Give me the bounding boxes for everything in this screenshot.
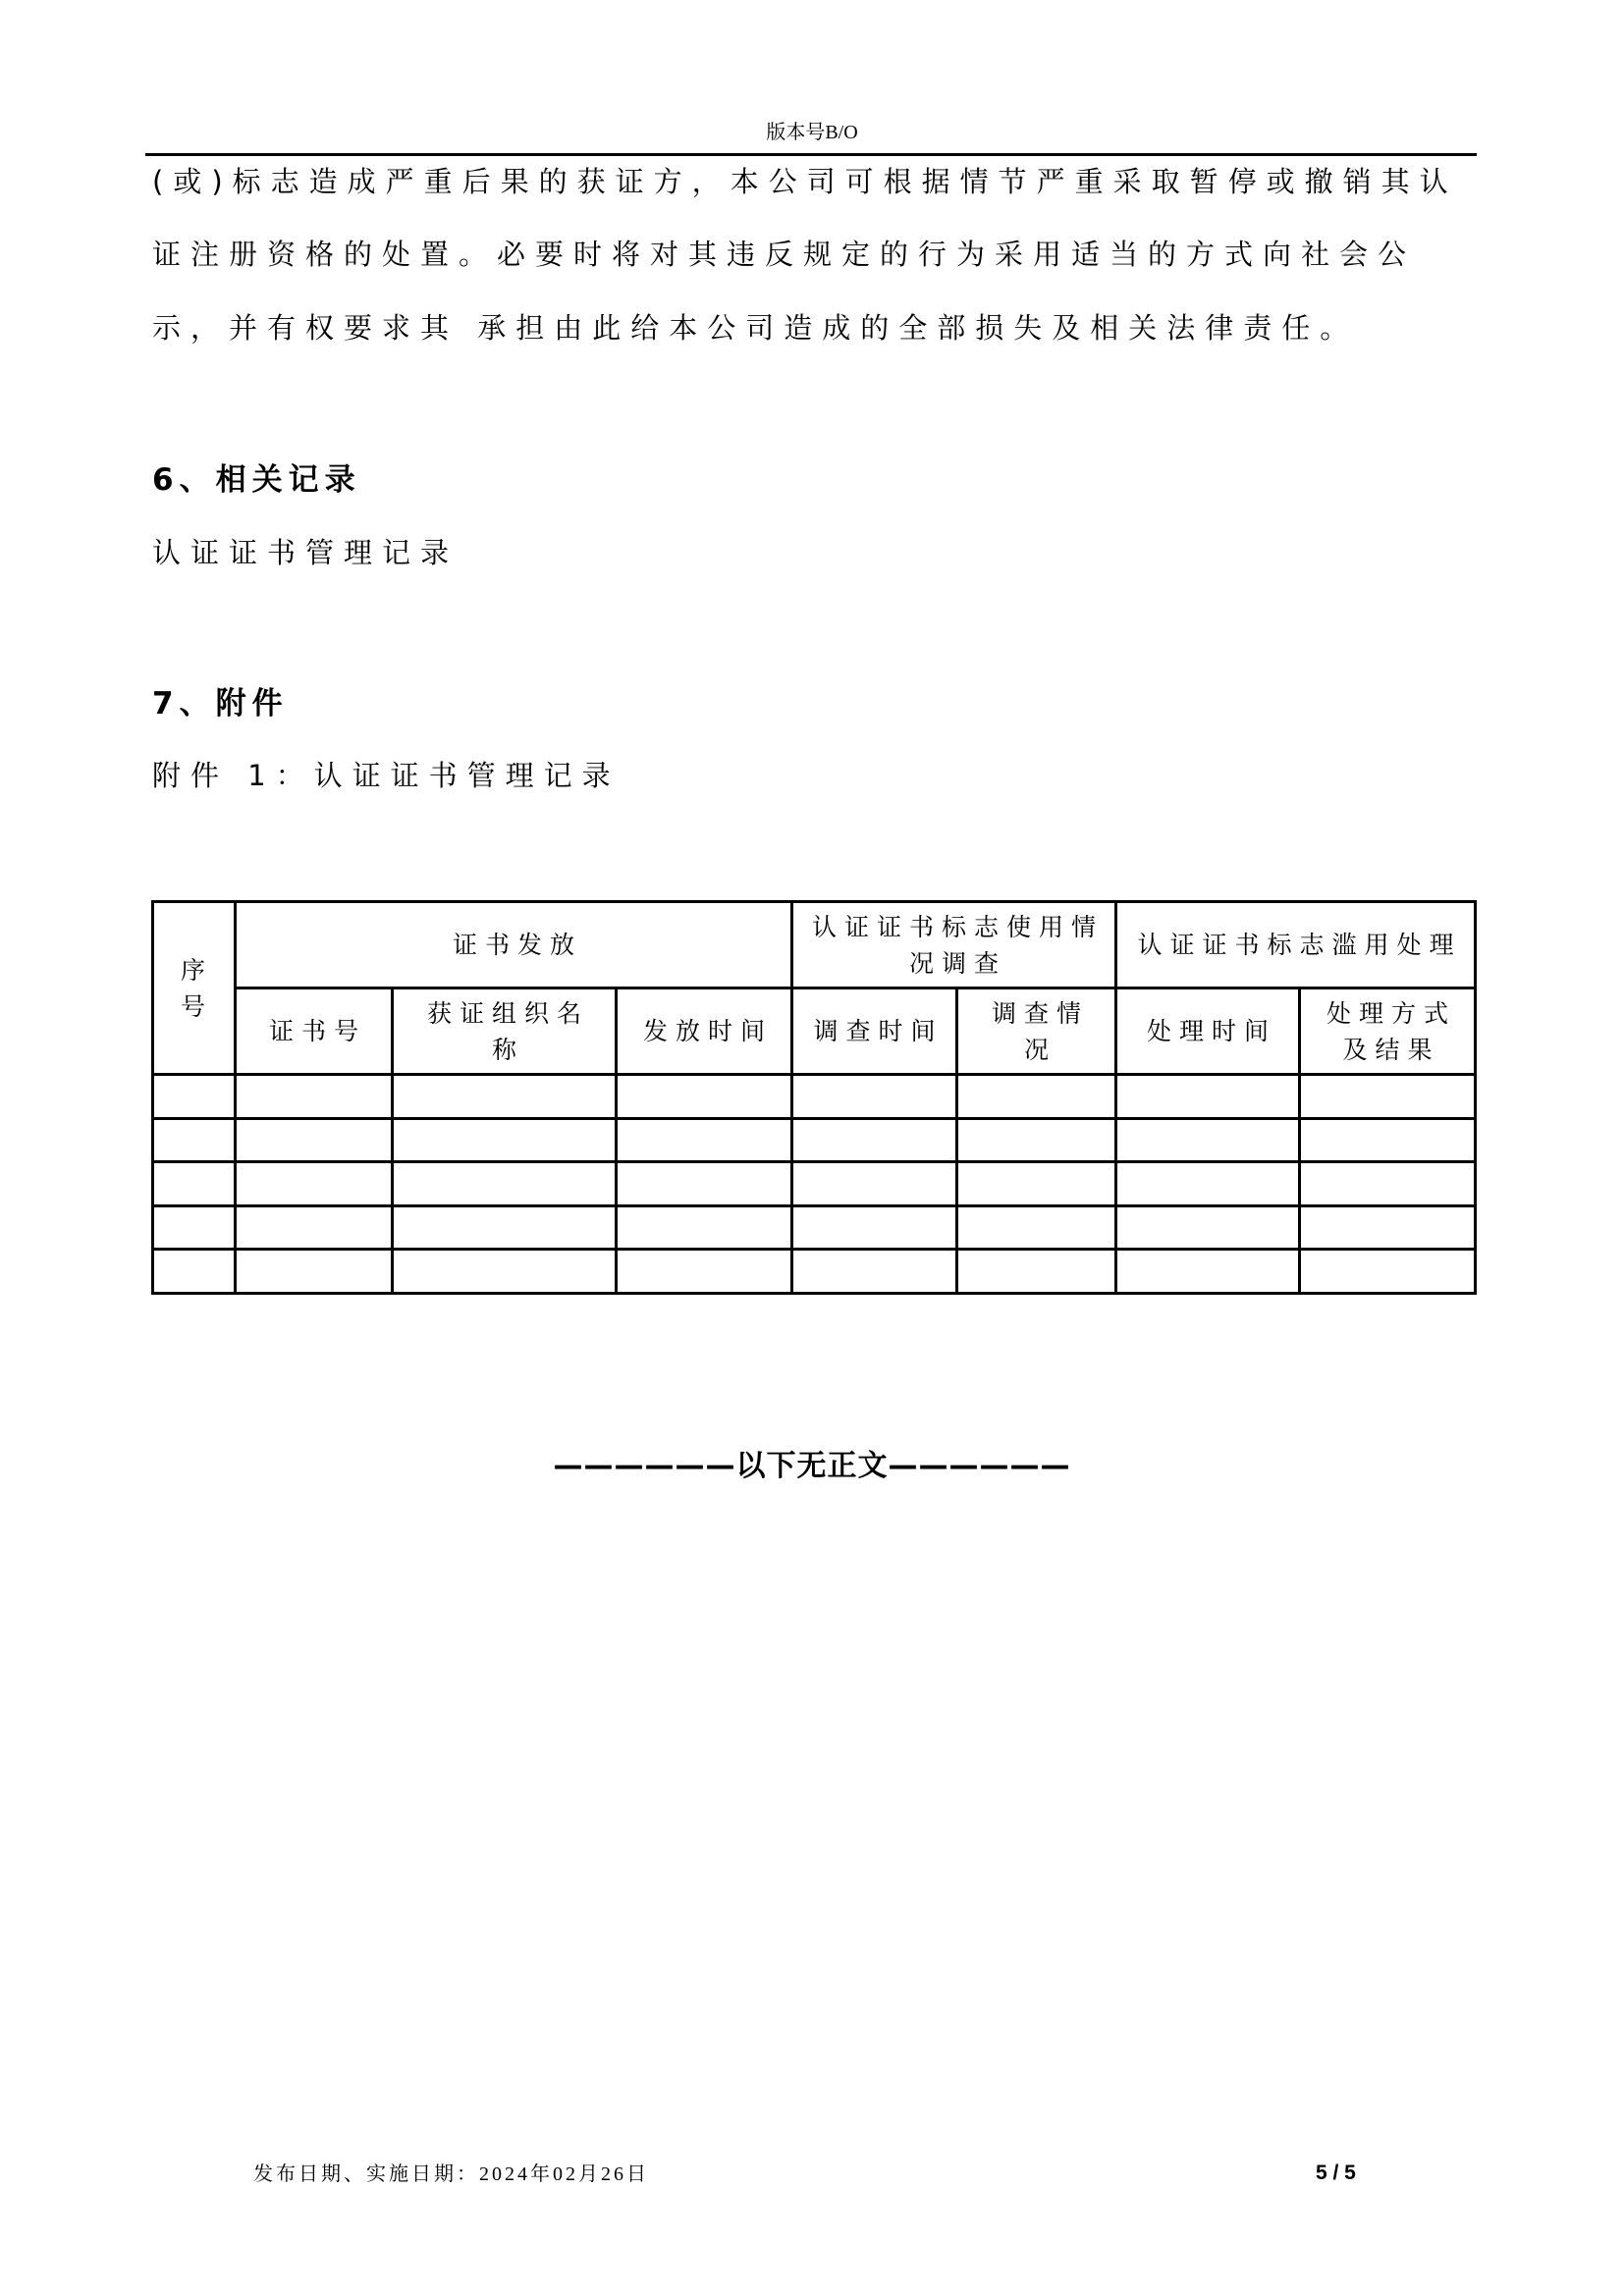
table-cell[interactable] bbox=[153, 1162, 236, 1206]
table-cell[interactable] bbox=[153, 1250, 236, 1294]
table-cell[interactable] bbox=[1300, 1075, 1476, 1119]
table-cell[interactable] bbox=[792, 1250, 957, 1294]
table-cell[interactable] bbox=[957, 1075, 1116, 1119]
table-row bbox=[153, 1250, 1476, 1294]
section-content-records: 认证证书管理记录 bbox=[152, 536, 460, 569]
table-cell[interactable] bbox=[1300, 1118, 1476, 1162]
table-cell[interactable] bbox=[957, 1250, 1116, 1294]
table-cell[interactable] bbox=[393, 1162, 617, 1206]
table-cell[interactable] bbox=[792, 1205, 957, 1250]
certificate-management-record-table bbox=[151, 900, 1477, 1295]
end-of-text-marker: ——————以下无正文—————— bbox=[553, 1449, 1071, 1483]
table-cell[interactable] bbox=[957, 1118, 1116, 1162]
table-cell[interactable] bbox=[393, 1205, 617, 1250]
table-cell[interactable] bbox=[1116, 1118, 1300, 1162]
col-header-survey-date: 调查时间 bbox=[792, 988, 957, 1075]
col-header-seq: 序号 bbox=[153, 902, 236, 1075]
table-cell[interactable] bbox=[153, 1118, 236, 1162]
table-cell[interactable] bbox=[792, 1075, 957, 1119]
paragraph-line: (或)标志造成严重后果的获证方，本公司可根据情节严重采取暂停或撤销其认 bbox=[152, 165, 1458, 198]
table-cell[interactable] bbox=[617, 1075, 792, 1119]
col-group-issuance: 证书发放 bbox=[236, 902, 792, 988]
table-cell[interactable] bbox=[617, 1118, 792, 1162]
table-cell[interactable] bbox=[792, 1118, 957, 1162]
table-cell[interactable] bbox=[617, 1205, 792, 1250]
table-cell[interactable] bbox=[153, 1205, 236, 1250]
table-cell[interactable] bbox=[236, 1075, 393, 1119]
table-row bbox=[153, 1162, 1476, 1206]
section-heading-attachments: 7、附件 bbox=[152, 686, 289, 721]
table-cell[interactable] bbox=[236, 1118, 393, 1162]
header-rule bbox=[145, 153, 1477, 156]
col-header-handling-date: 处理时间 bbox=[1116, 988, 1300, 1075]
section-heading-records: 6、相关记录 bbox=[152, 462, 361, 498]
table-cell[interactable] bbox=[1116, 1075, 1300, 1119]
table-cell[interactable] bbox=[1300, 1250, 1476, 1294]
table-row bbox=[153, 1205, 1476, 1250]
paragraph-line: 证注册资格的处置。必要时将对其违反规定的行为采用适当的方式向社会公 bbox=[152, 238, 1417, 271]
section-content-attachments: 附件 1：认证证书管理记录 bbox=[152, 759, 621, 792]
table-cell[interactable] bbox=[1300, 1205, 1476, 1250]
col-group-usage-survey: 认证证书标志使用情况调查 bbox=[792, 902, 1116, 988]
col-header-certificate-number: 证书号 bbox=[236, 988, 393, 1075]
col-header-handling-method-result: 处理方式及结果 bbox=[1300, 988, 1476, 1075]
table-cell[interactable] bbox=[1116, 1205, 1300, 1250]
table-cell[interactable] bbox=[792, 1162, 957, 1206]
table-cell[interactable] bbox=[1116, 1250, 1300, 1294]
table-row bbox=[153, 1075, 1476, 1119]
table-cell[interactable] bbox=[153, 1075, 236, 1119]
table-cell[interactable] bbox=[236, 1162, 393, 1206]
col-header-issue-date: 发放时间 bbox=[617, 988, 792, 1075]
table-cell[interactable] bbox=[236, 1250, 393, 1294]
table-cell[interactable] bbox=[617, 1250, 792, 1294]
table-cell[interactable] bbox=[617, 1162, 792, 1206]
table-cell[interactable] bbox=[1116, 1162, 1300, 1206]
col-header-survey-result: 调查情况 bbox=[957, 988, 1116, 1075]
table-row bbox=[153, 1118, 1476, 1162]
table-header-row-columns bbox=[153, 988, 1476, 1075]
table-cell[interactable] bbox=[1300, 1162, 1476, 1206]
table-cell[interactable] bbox=[957, 1162, 1116, 1206]
table-cell[interactable] bbox=[393, 1118, 617, 1162]
version-header: 版本号B/O bbox=[766, 122, 858, 143]
footer-publication-date: 发布日期、实施日期：2024年02月26日 bbox=[253, 2163, 649, 2185]
paragraph-line: 示，并有权要求其 承担由此给本公司造成的全部损失及相关法律责任。 bbox=[152, 311, 1359, 345]
table-cell[interactable] bbox=[393, 1075, 617, 1119]
table-header-row-group bbox=[153, 902, 1476, 988]
col-group-misuse-handling: 认证证书标志滥用处理 bbox=[1116, 902, 1476, 988]
table-cell[interactable] bbox=[393, 1250, 617, 1294]
table-cell[interactable] bbox=[957, 1205, 1116, 1250]
table-cell[interactable] bbox=[236, 1205, 393, 1250]
col-header-organization-name: 获证组织名称 bbox=[393, 988, 617, 1075]
footer-page-number: 5 / 5 bbox=[1316, 2162, 1356, 2184]
